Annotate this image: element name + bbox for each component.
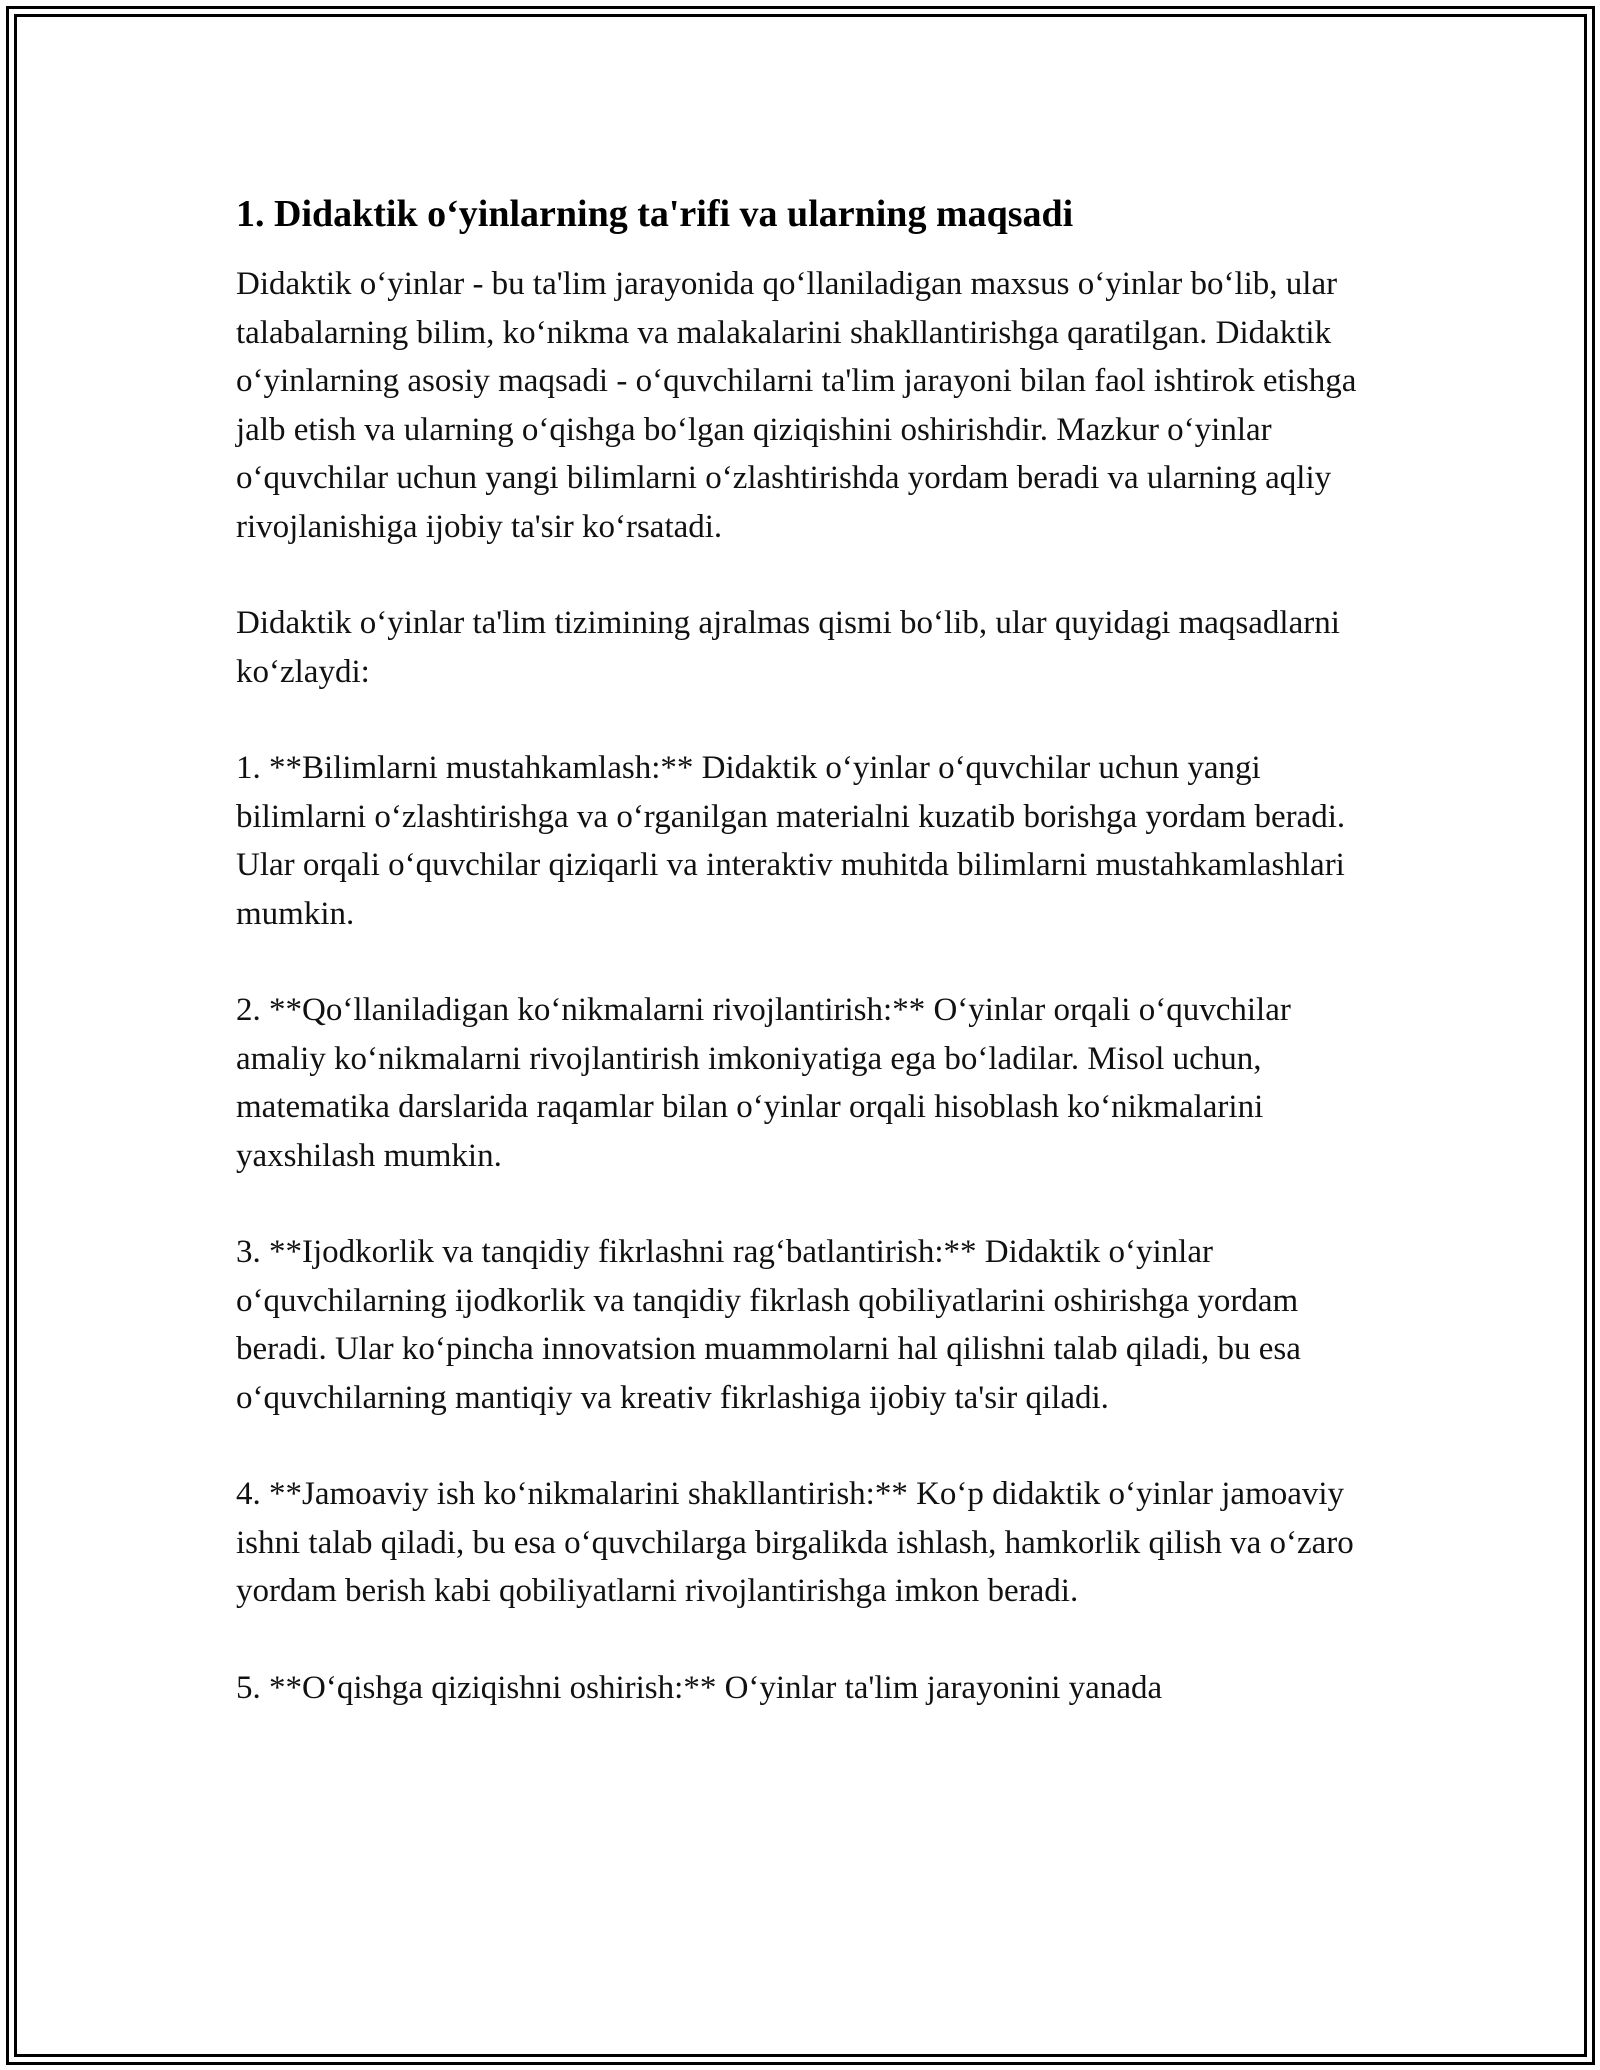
list-item-1: 1. **Bilimlarni mustahkamlash:** Didaktik o‘yinlar o‘quvchilar uchun yangi bilimlarni o‘zlashtirishga va o‘rganilgan materialni kuzatib borishga yordam beradi. Ular orqali o‘quvchilar qiziqarli va interaktiv muhitda bilimlarni mustahkamlashlari mumkin. [236, 750, 1346, 932]
list-item-3: 3. **Ijodkorlik va tanqidiy fikrlashni rag‘batlantirish:** Didaktik o‘yinlar o‘quvchilarning ijodkorlik va tanqidiy fikrlash qobiliyatlarini oshirishga yordam beradi. Ular ko‘pincha innovatsion muammolarni hal qilishni talab qiladi, bu esa o‘quvchilarning mantiqiy va kreativ fikrlashiga ijobiy ta'sir qiladi. [236, 1234, 1301, 1416]
section-heading: 1. Didaktik o‘yinlarning ta'rifi va ularning maqsadi [236, 193, 1074, 235]
document-body [236, 188, 1366, 1760]
list-item-2: 2. **Qo‘llaniladigan ko‘nikmalarni rivojlantirish:** O‘yinlar orqali o‘quvchilar amaliy ko‘nikmalarni rivojlantirish imkoniyatiga ega bo‘ladilar. Misol uchun, matematika darslarida raqamlar bilan o‘yinlar orqali hisoblash ko‘nikmalarini yaxshilash mumkin. [236, 992, 1291, 1174]
list-item-5: 5. **O‘qishga qiziqishni oshirish:** O‘yinlar ta'lim jarayonini yanada [236, 1669, 1163, 1706]
paragraph-goals-intro: Didaktik o‘yinlar ta'lim tizimining ajralmas qismi bo‘lib, ular quyidagi maqsadlarni ko‘zlaydi: [236, 605, 1340, 690]
list-item-4: 4. **Jamoaviy ish ko‘nikmalarini shakllantirish:** Ko‘p didaktik o‘yinlar jamoaviy ishni talab qiladi, bu esa o‘quvchilarga birgalikda ishlash, hamkorlik qilish va o‘zaro yordam berish kabi qobiliyatlarni rivojlantirishga imkon beradi. [236, 1476, 1354, 1609]
paragraph-definition: Didaktik o‘yinlar - bu ta'lim jarayonida qo‘llaniladigan maxsus o‘yinlar bo‘lib, ular talabalarning bilim, ko‘nikma va malakalarini shakllantirishga qaratilgan. Didaktik o‘yinlarning asosiy maqsadi - o‘quvchilarni ta'lim jarayoni bilan faol ishtirok etishga jalb etish va ularning o‘qishga bo‘lgan qiziqishini oshirishdir. Mazkur o‘yinlar o‘quvchilar uchun yangi bilimlarni o‘zlashtirishda yordam beradi va ularning aqliy rivojlanishiga ijobiy ta'sir ko‘rsatadi. [236, 266, 1357, 545]
